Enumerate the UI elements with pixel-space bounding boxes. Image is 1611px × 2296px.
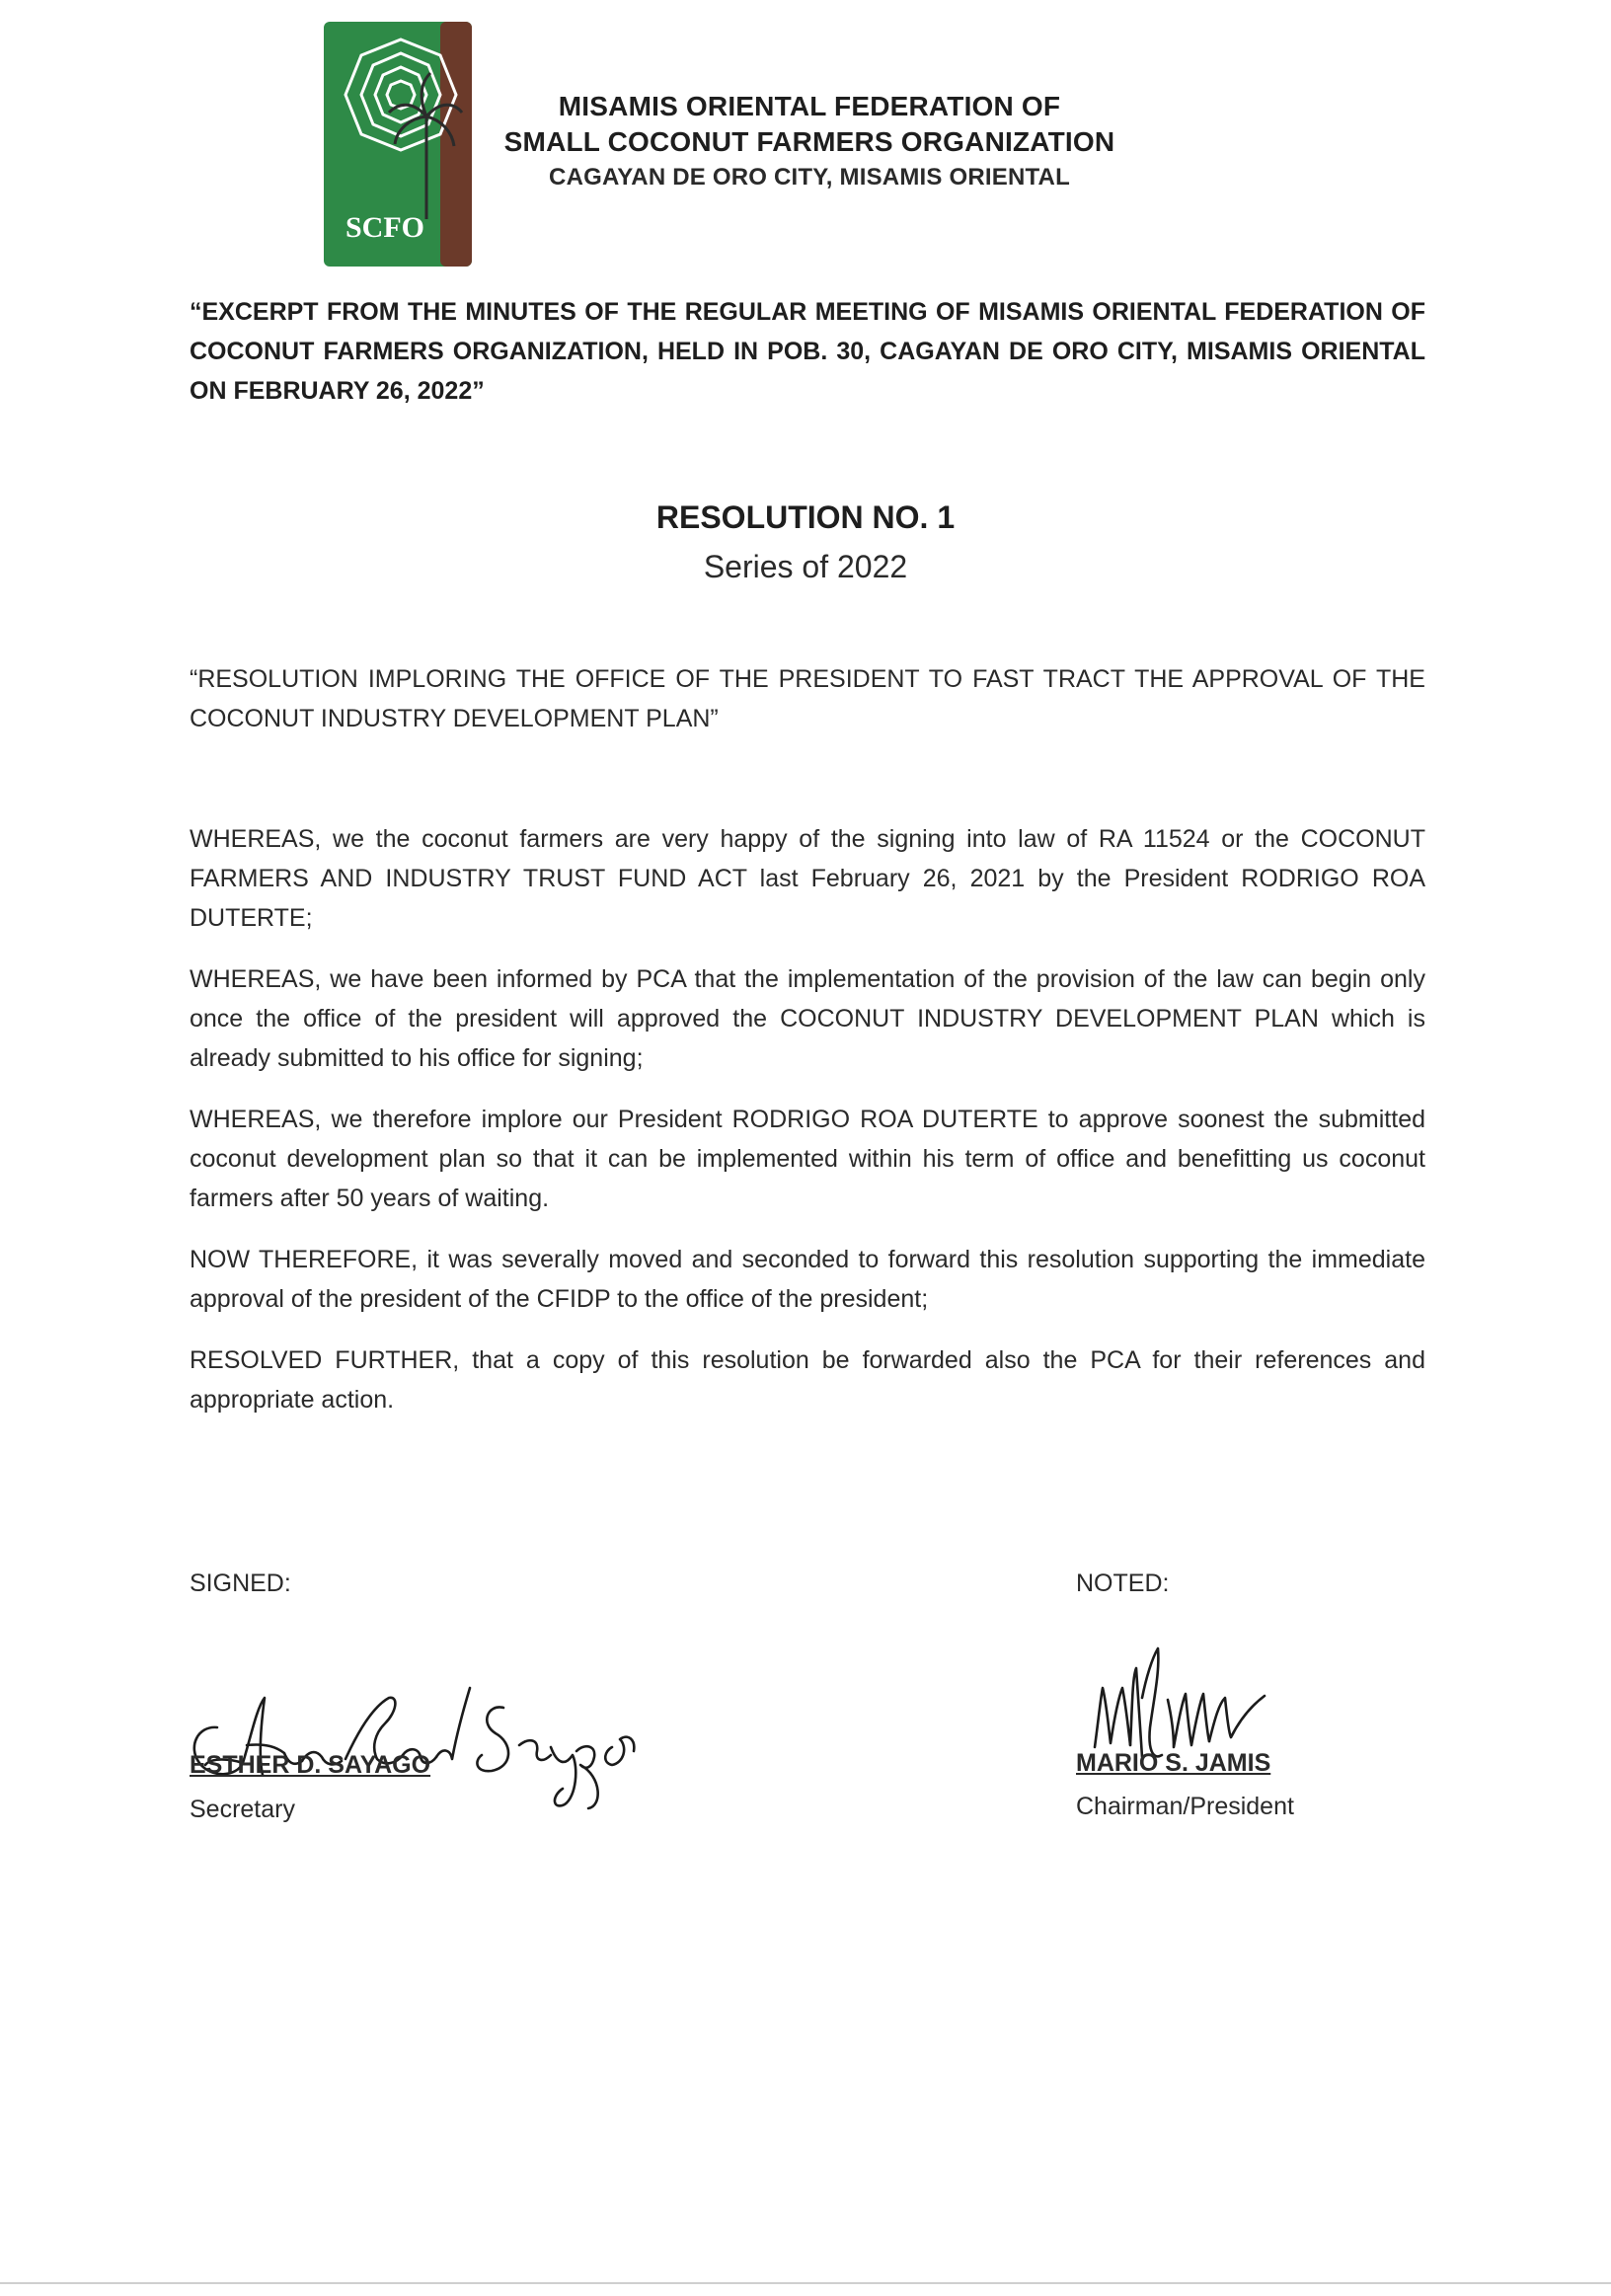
- org-address: CAGAYAN DE ORO CITY, MISAMIS ORIENTAL: [549, 164, 1070, 191]
- page-bottom-edge: [0, 2282, 1611, 2284]
- minutes-excerpt-heading: “EXCERPT FROM THE MINUTES OF THE REGULAR MEETING OF MISAMIS ORIENTAL FEDERATION OF COCONUT FARMERS ORGANIZATION, HELD IN POB. 30, CAGAYAN DE ORO CITY, MISAMIS ORIENTAL ON FEBRUARY 26, 2022”: [190, 298, 1425, 405]
- chairman-name: MARIO S. JAMIS: [1076, 1749, 1271, 1777]
- now-therefore-paragraph: NOW THEREFORE, it was severally moved and seconded to forward this resolution supporting the immediate approval of the president of the CFIDP to the office of the president;: [190, 1246, 1425, 1313]
- resolved-further-paragraph: RESOLVED FURTHER, that a copy of this resolution be forwarded also the PCA for their references and appropriate action.: [190, 1346, 1425, 1414]
- whereas-paragraph-3: WHEREAS, we therefore implore our President RODRIGO ROA DUTERTE to approve soonest the submitted coconut development plan so that it can be implemented within his term of office and benefitting us coconut farmers after 50 years of waiting.: [190, 1106, 1425, 1212]
- signed-label: SIGNED:: [190, 1569, 291, 1597]
- whereas-paragraph-1: WHEREAS, we the coconut farmers are very happy of the signing into law of RA 11524 or the COCONUT FARMERS AND INDUSTRY TRUST FUND ACT last February 26, 2021 by the President RODRIGO ROA DUTERTE;: [190, 825, 1425, 932]
- org-name-line-2: SMALL COCONUT FARMERS ORGANIZATION: [503, 126, 1115, 157]
- noted-label: NOTED:: [1076, 1569, 1170, 1597]
- whereas-paragraph-2: WHEREAS, we have been informed by PCA that the implementation of the provision of the law can begin only once the office of the president will approved the COCONUT INDUSTRY DEVELOPMENT PLAN which is already submitted to his office for signing;: [190, 965, 1425, 1072]
- resolution-body: [190, 819, 1425, 1441]
- scfo-logo: [324, 22, 472, 267]
- resolution-subject: “RESOLUTION IMPLORING THE OFFICE OF THE PRESIDENT TO FAST TRACT THE APPROVAL OF THE COCONUT INDUSTRY DEVELOPMENT PLAN”: [190, 665, 1425, 732]
- org-name-line-1: MISAMIS ORIENTAL FEDERATION OF: [558, 91, 1061, 121]
- svg-text:SCFO: SCFO: [345, 211, 425, 244]
- resolution-title: RESOLUTION NO. 1: [655, 499, 956, 535]
- secretary-title: Secretary: [190, 1796, 295, 1823]
- resolution-series: Series of 2022: [703, 549, 908, 584]
- secretary-name: ESTHER D. SAYAGO: [190, 1751, 431, 1779]
- chairman-title: Chairman/President: [1076, 1793, 1294, 1820]
- org-header: [474, 89, 1145, 195]
